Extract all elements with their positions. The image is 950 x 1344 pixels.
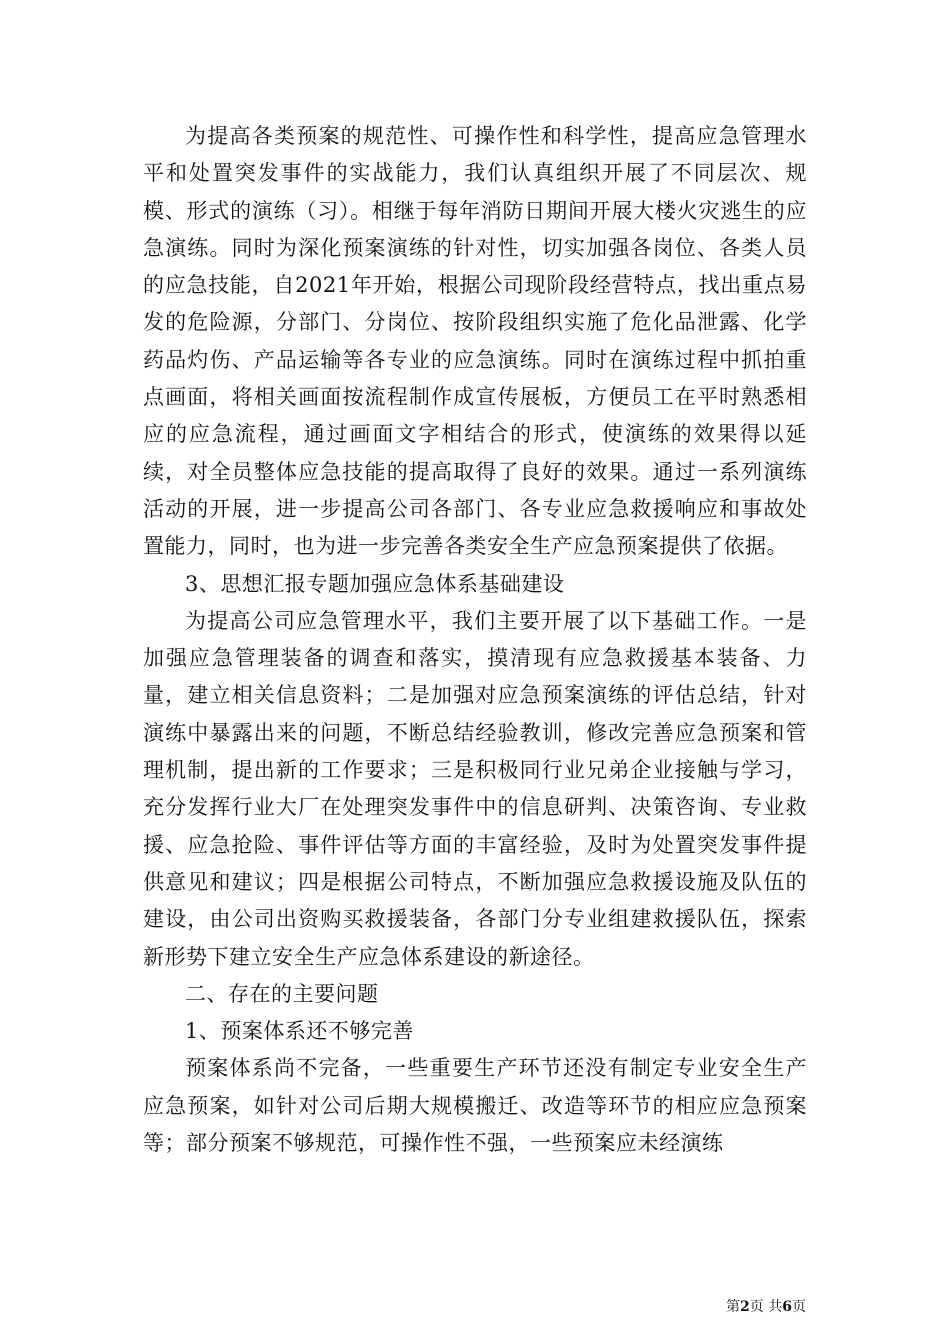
- footer-middle: 页 共: [749, 1299, 783, 1315]
- paragraph-plan-system: 预案体系尚不完备，一些重要生产环节还没有制定专业安全生产应急预案，如针对公司后期大规模搬迁、改造等环节的相应应急预案等；部分预案不够规范，可操作性不强，一些预案应未经演练: [143, 1056, 807, 1156]
- paragraph-basic-work: 为提高公司应急管理水平，我们主要开展了以下基础工作。一是加强应急管理装备的调查和落实，摸清现有应急救援基本装备、力量，建立相关信息资料；二是加强对应急预案演练的评估总结，针对演练中暴露出来的问题，不断总结经验教训，修改完善应急预案和管理机制，提出新的工作要求；三是积极同行业兄弟企业接触与学习，充分发挥行业大厂在处理突发事件中的信息研判、决策咨询、专业救援、应急抢险、事件评估等方面的丰富经验，及时为处置突发事件提供意见和建议；四是根据公司特点，不断加强应急救援设施及队伍的建设，由公司出资购买救援装备，各部门分专业组建救援队伍，探索新形势下建立安全生产应急体系建设的新途径。: [143, 608, 807, 969]
- page-number-footer: [726, 1298, 806, 1316]
- footer-prefix: 第: [726, 1299, 741, 1315]
- section-heading-emergency-system: 3、思想汇报专题加强应急体系基础建设: [185, 571, 565, 596]
- total-page-count: 6: [782, 1299, 792, 1315]
- current-page-number: 2: [740, 1299, 750, 1315]
- footer-suffix: 页: [792, 1299, 806, 1315]
- subsection-heading-plan-system: 1、预案体系还不够完善: [185, 1019, 414, 1044]
- body-text: [143, 118, 807, 1162]
- paragraph-drills: 为提高各类预案的规范性、可操作性和科学性，提高应急管理水平和处置突发事件的实战能力，我们认真组织开展了不同层次、规模、形式的演练（习）。相继于每年消防日期间开展大楼火灾逃生的应急演练。同时为深化预案演练的针对性，切实加强各岗位、各类人员的应急技能，自2021年开始，根据公司现阶段经营特点，找出重点易发的危险源，分部门、分岗位、按阶段组织实施了危化品泄露、化学药品灼伤、产品运输等各专业的应急演练。同时在演练过程中抓拍重点画面，将相关画面按流程制作成宣传展板，方便员工在平时熟悉相应的应急流程，通过画面文字相结合的形式，使演练的效果得以延续，对全员整体应急技能的提高取得了良好的效果。通过一系列演练活动的开展，进一步提高公司各部门、各专业应急救援响应和事故处置能力，同时，也为进一步完善各类安全生产应急预案提供了依据。: [143, 124, 807, 559]
- section-heading-main-problems: 二、存在的主要问题: [185, 981, 379, 1006]
